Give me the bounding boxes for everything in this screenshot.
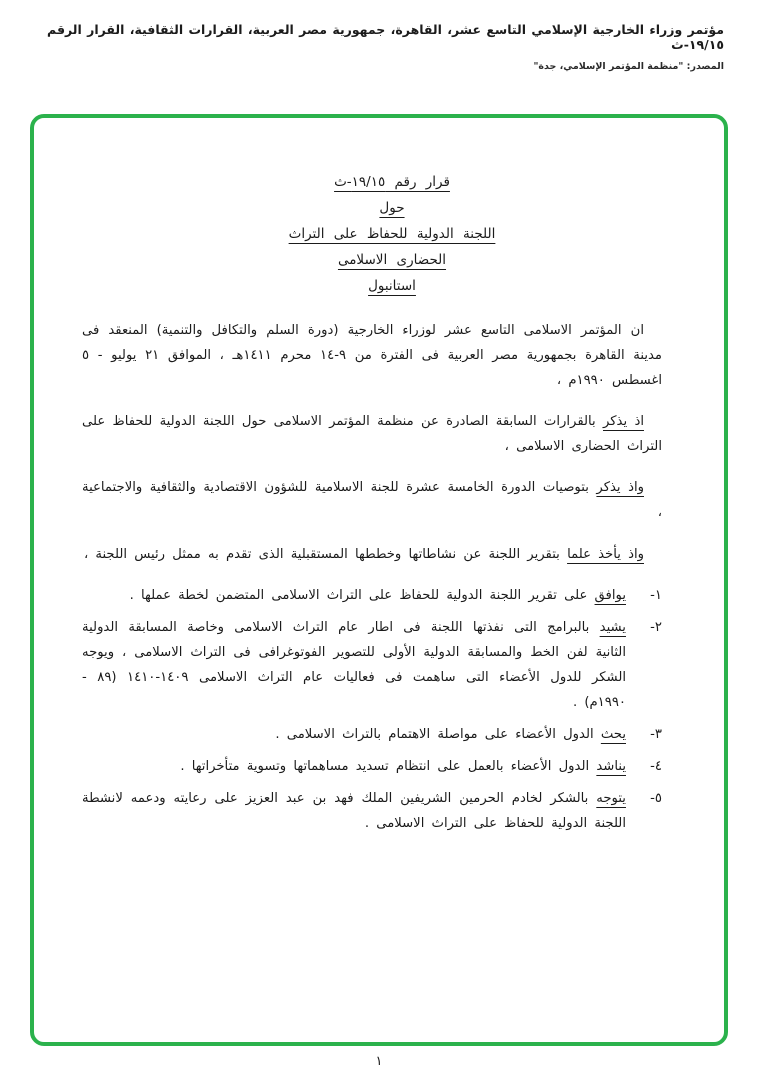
item-lead: يتوجه bbox=[596, 791, 626, 807]
list-item bbox=[82, 754, 662, 779]
recital-text: بتوصيات الدورة الخامسة عشرة للجنة الاسلامية للشؤون الاقتصادية والثقافية والاجتماعية ، bbox=[82, 480, 662, 521]
title-line-istanbul: استانبول bbox=[368, 278, 416, 294]
recital-lead: واذ يذكر bbox=[596, 480, 644, 496]
item-text bbox=[82, 754, 626, 779]
item-rest: بالشكر لخادم الحرمين الشريفين الملك فهد بن عبد العزيز على رعايته ودعمه لانشطة اللجنة الدولية للحفاظ على التراث الاسلامى . bbox=[82, 791, 626, 832]
item-text bbox=[82, 615, 626, 715]
list-item bbox=[82, 722, 662, 747]
recital-text: بتقرير اللجنة عن نشاطاتها وخططها المستقبلية الذى تقدم به ممثل رئيس اللجنة ، bbox=[83, 546, 560, 562]
page-number: ١ bbox=[375, 1054, 383, 1069]
title-line-committee: اللجنة الدولية للحفاظ على التراث bbox=[288, 226, 496, 242]
item-rest: على تقرير اللجنة الدولية للحفاظ على التراث الاسلامى المتضمن لخطة عملها . bbox=[129, 587, 588, 603]
recital-paragraph bbox=[82, 409, 662, 459]
item-lead: يحث bbox=[600, 727, 626, 743]
item-rest: بالبرامج التى نفذتها اللجنة فى اطار عام التراث الاسلامى وخاصة المسابقة الدولية الثانية لفن الخط والمسابقة الدولية الأولى للتصوير الفوتوغرافى فى التراث الاسلامى ، ويوجه الشكر للدول الأعضاء التى ساهمت فى فعاليات عام التراث الاسلامى ١٤٠٩-١٤١٠ (٨٩ - ١٩٩٠م) . bbox=[82, 619, 627, 710]
item-lead: يناشد bbox=[596, 759, 626, 775]
item-text bbox=[82, 583, 626, 608]
recital-text: بالقرارات السابقة الصادرة عن منظمة المؤتمر الاسلامى حول اللجنة الدولية للحفاظ على التراث الحضارى الاسلامى ، bbox=[82, 414, 662, 455]
item-rest: الدول الأعضاء على مواصلة الاهتمام بالتراث الاسلامى . bbox=[275, 727, 594, 743]
item-lead: يشيد bbox=[599, 619, 626, 635]
document-frame bbox=[30, 114, 728, 1046]
list-item bbox=[82, 583, 662, 608]
item-rest: الدول الأعضاء بالعمل على انتظام تسديد مساهماتها وتسوية متأخراتها . bbox=[180, 759, 590, 775]
recital-paragraph bbox=[82, 475, 662, 525]
title-line-heritage: الحضارى الاسلامى bbox=[337, 252, 447, 268]
item-text bbox=[82, 786, 626, 836]
item-number: ٣- bbox=[650, 727, 662, 743]
list-item bbox=[82, 615, 662, 715]
item-number: ٤- bbox=[650, 759, 662, 775]
document-header bbox=[34, 22, 724, 72]
title-line-about: حول bbox=[379, 200, 405, 216]
title-block bbox=[162, 174, 622, 294]
recital-paragraph bbox=[82, 542, 662, 567]
item-lead: يوافق bbox=[594, 587, 626, 603]
intro-paragraph: ان المؤتمر الاسلامى التاسع عشر لوزراء الخارجية (دورة السلم والتكافل والتنمية) المنعقد فى مدينة القاهرة بجمهورية مصر العربية فى الفترة من ٩-١٤ محرم ١٤١١هـ ، الموافق ٢١ يوليو - ٥ اغسطس ١٩٩٠م ، bbox=[82, 323, 662, 389]
item-number: ٢- bbox=[650, 619, 662, 635]
item-number: ٥- bbox=[650, 791, 662, 807]
header-source: المصدر: "منظمة المؤتمر الإسلامي، جدة" bbox=[533, 61, 724, 72]
title-line-resolution-number: قرار رقم ١٩/١٥-ث bbox=[334, 174, 450, 190]
recital-lead: واذ يأخذ علما bbox=[567, 546, 644, 562]
operative-items-list bbox=[82, 583, 662, 837]
header-citation: مؤتمر وزراء الخارجية الإسلامي التاسع عشر، القاهرة، جمهورية مصر العربية، القرارات الثقافية، القرار الرقم ١٩/١٥-ث bbox=[47, 22, 724, 52]
list-item bbox=[82, 786, 662, 836]
item-text bbox=[82, 722, 626, 747]
recital-lead: اذ يذكر bbox=[603, 414, 644, 430]
item-number: ١- bbox=[650, 587, 662, 603]
